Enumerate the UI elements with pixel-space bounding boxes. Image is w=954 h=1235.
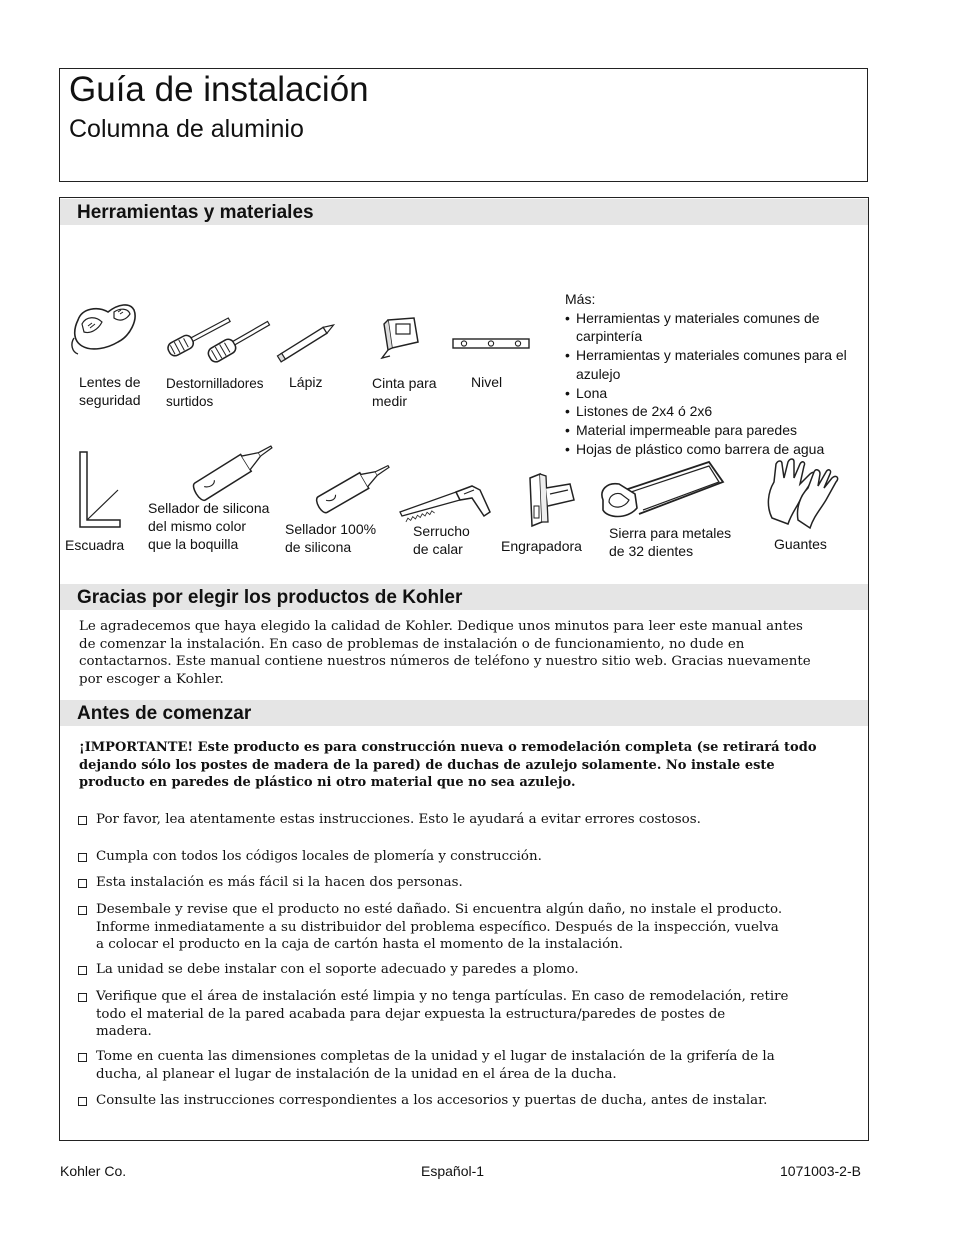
tool-label-hacksaw: Sierra para metales de 32 dientes [609, 525, 732, 559]
screwdrivers-icon [162, 310, 272, 360]
checkbox-square-icon [78, 853, 87, 862]
tool-label-square: Escuadra [65, 537, 125, 553]
tool-label-pencil: Lápiz [289, 374, 323, 390]
page-title: Guía de instalación [69, 70, 369, 109]
tool-label-stapler: Engrapadora [501, 538, 582, 554]
checkbox-square-icon [78, 966, 87, 975]
silicone-tube-icon [310, 462, 396, 512]
square-icon [78, 450, 122, 530]
tool-label-gloves: Guantes [774, 536, 827, 552]
checkbox-square-icon [78, 816, 87, 825]
level-icon [452, 338, 530, 350]
extras-item: • Herramientas y materiales comunes para el azulejo [565, 346, 865, 383]
checkbox-square-icon [78, 993, 87, 1002]
safety-glasses-icon [68, 298, 140, 358]
thanks-paragraph: Le agradecemos que haya elegido la calidad de Kohler. Dedique unos minutos para leer este manual antes de comenzar la instalación. En caso de problemas de instalación o de funcionamiento, no dude en contactarnos. Este manual contiene nuestros números de teléfono y nuestro sitio web. Gracias nuevamente por escoger a Kohler. [79, 619, 811, 687]
tools-section-header [60, 199, 868, 225]
list-item: Verifique que el área de instalación esté limpia y no tenga partículas. En caso de remodelación, retire todo el material de la pared acabada para dejar expuesta la estructura/paredes de postes de madera. [78, 988, 838, 1041]
footer-page-number: Español-1 [421, 1163, 485, 1179]
before-section-title: Antes de comenzar [77, 703, 252, 724]
list-item: Por favor, lea atentamente estas instrucciones. Esto le ayudará a evitar errores costosos. [78, 811, 838, 829]
tool-label-silicone: Sellador 100% de silicona [285, 521, 377, 555]
tool-label-caulk: Sellador de silicona del mismo color que la boquilla [148, 500, 270, 552]
before-section-header [60, 700, 868, 726]
footer-document-code: 1071003-2-B [780, 1163, 861, 1179]
list-item: Consulte las instrucciones correspondientes a los accesorios y puertas de ducha, antes de instalar. [78, 1092, 838, 1110]
important-notice: ¡IMPORTANTE! Este producto es para construcción nueva o remodelación completa (se retirará todo dejando sólo los postes de madera de la pared) de duchas de azulejo solamente. No instale este producto en paredes de plástico ni otro material que no sea azulejo. [79, 740, 817, 790]
tools-section-title: Herramientas y materiales [77, 202, 314, 223]
tool-label-jab-saw: Serrucho de calar [413, 523, 470, 557]
list-item: La unidad se debe instalar con el soporte adecuado y paredes a plomo. [78, 961, 838, 979]
page-subtitle: Columna de aluminio [69, 115, 304, 143]
extra-materials-list [565, 290, 865, 458]
extras-item: • Lona [565, 384, 865, 403]
footer-company: Kohler Co. [60, 1163, 127, 1179]
extras-item: • Material impermeable para paredes [565, 421, 865, 440]
caulk-tube-icon [186, 440, 276, 502]
tool-label-screwdrivers: Destornilladores surtidos [166, 376, 264, 409]
jab-saw-icon [398, 482, 494, 520]
thanks-section-title: Gracias por elegir los productos de Kohler [77, 587, 463, 608]
list-item: Tome en cuenta las dimensiones completas de la unidad y el lugar de instalación de la grifería de la ducha, al planear el lugar de instalación de la unidad en el área de la ducha. [78, 1048, 838, 1083]
extras-item: • Hojas de plástico como barrera de agua [565, 440, 865, 459]
list-item: Esta instalación es más fácil si la hacen dos personas. [78, 874, 838, 892]
checkbox-square-icon [78, 906, 87, 915]
hacksaw-icon [597, 458, 729, 526]
thanks-section-header [60, 584, 868, 610]
tool-label-tape-measure: Cinta para medir [372, 375, 437, 409]
checkbox-square-icon [78, 1053, 87, 1062]
extras-item: • Herramientas y materiales comunes de carpintería [565, 309, 865, 346]
checkbox-square-icon [78, 879, 87, 888]
gloves-icon [762, 458, 842, 530]
tape-measure-icon [378, 314, 422, 362]
pencil-icon [274, 320, 340, 362]
list-item: Cumpla con todos los códigos locales de plomería y construcción. [78, 848, 838, 866]
stapler-icon [526, 472, 578, 528]
extras-heading: Más: [565, 291, 596, 307]
checkbox-square-icon [78, 1097, 87, 1106]
tool-label-level: Nivel [471, 374, 503, 390]
extras-item: • Listones de 2x4 ó 2x6 [565, 402, 865, 421]
list-item: Desembale y revise que el producto no esté dañado. Si encuentra algún daño, no instale el producto. Informe inmediatamente a su distribuidor del problema específico. Después de la inspección, vuelva a colocar el producto en la caja de cartón hasta el momento de la instalación. [78, 901, 838, 954]
tool-label-safety-glasses: Lentes de seguridad [79, 374, 141, 408]
